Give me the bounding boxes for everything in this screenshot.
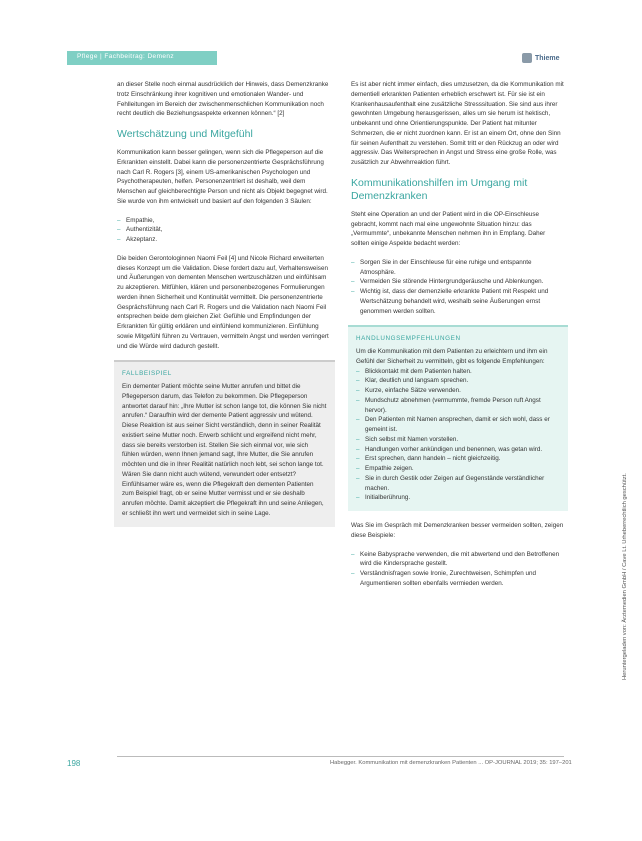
- list-item: – Empathie,: [117, 216, 332, 226]
- sidenote-text: Heruntergeladen von: Ärztemedien GmbH / Cave Lt. Urheberrechtlich geschützt.: [622, 473, 628, 680]
- left-intro-paragraph: an dieser Stelle noch einmal ausdrücklich der Hinweis, dass Demenzkranke trotz Einschränkung ihrer kognitiven und emotionalen Wander- und Fehlleitungen im Bereich der zwischenmenschlichen Kommunikation noch recht deutlich die Beziehungsaspekte erkennen können.“ [2]: [117, 81, 329, 118]
- footer-reference: Habegger. Kommunikation mit demenzkranken Patienten ... OP-JOURNAL 2019; 35: 197–201: [330, 760, 572, 766]
- list-item: – Empathie zeigen.: [356, 464, 560, 474]
- right-column: [351, 80, 565, 598]
- case-example-box: [114, 360, 335, 526]
- case-example-title: FALLBEISPIEL: [122, 370, 172, 378]
- list-item: – Verständnisfragen sowie Ironie, Zurechtweisen, Schimpfen und Argumentieren sollten ebenfalls vermieden werden.: [351, 569, 565, 589]
- list-item: – Wichtig ist, dass der demenzielle erkrankte Patient mit Respekt und Wertschätzung behandelt wird, weshalb seine Äußerungen ernst genommen werden sollten.: [351, 287, 565, 316]
- recommendations-list: [356, 367, 560, 504]
- heading-wertschaetzung: Wertschätzung und Mitgefühl: [117, 128, 253, 140]
- rogers-paragraph: Kommunikation kann besser gelingen, wenn sich die Pflegeperson auf die Erkrankten einstellt. Dabei kann die personenzentrierte Gesprächsführung nach Carl R. Rogers [3], einem US-amerikanischen Psychologen und Psychotherapeuten, helfen. Personenzentriert ist deshalb, weil dem Menschen auf gleichberechtigte Person und nicht als Objekt begegnet wird. Sie wurde von ihm entwickelt und basiert auf den folgenden 3 Säulen:: [117, 149, 328, 205]
- list-item: – Den Patienten mit Namen ansprechen, damit er sich wohl, dass er gemeint ist.: [356, 415, 560, 435]
- recommendations-title: HANDLUNGSEMPFEHLUNGEN: [356, 335, 461, 343]
- thieme-logo-icon: [522, 53, 532, 63]
- list-item: – Erst sprechen, dann handeln – nicht gleichzeitig.: [356, 454, 560, 464]
- list-item: – Klar, deutlich und langsam sprechen.: [356, 376, 560, 386]
- footer-divider: [117, 756, 564, 757]
- publisher-logo: [522, 52, 560, 64]
- logo-text: Thieme: [535, 54, 560, 62]
- list-item: – Authentizität,: [117, 225, 332, 235]
- avoid-paragraph: Was Sie im Gespräch mit Demenzkranken besser vermeiden sollten, zeigen diese Beispiele:: [351, 522, 564, 539]
- recommendations-box: [348, 325, 568, 511]
- list-item: – Vermeiden Sie störende Hintergrundgeräusche und Ablenkungen.: [351, 277, 565, 287]
- list-item: – Sie in durch Gestik oder Zeigen auf Gegenstände verständlicher machen.: [356, 474, 560, 494]
- page-number: 198: [67, 759, 81, 768]
- list-item: – Keine Babysprache verwenden, die mit abwertend und den Betroffenen wird die Kindersprache gestellt.: [351, 550, 565, 570]
- list-item: – Blickkontakt mit dem Patienten halten.: [356, 367, 560, 377]
- heading-kommunikationshilfen: Kommunikationshilfen im Umgang mit Demenzkranken: [351, 176, 528, 202]
- recommendations-intro: Um die Kommunikation mit dem Patienten zu erleichtern und ihm ein Gefühl der Sicherheit zu vermitteln, gibt es folgende Empfehlungen:: [356, 348, 548, 365]
- download-sidenote: [622, 290, 632, 680]
- aspects-list: [351, 258, 565, 317]
- list-item: – Handlungen vorher ankündigen und benennen, was getan wird.: [356, 445, 560, 455]
- list-item: – Mundschutz abnehmen (vermummte, fremde Person ruft Angst hervor).: [356, 396, 560, 416]
- list-item: – Sorgen Sie in der Einschleuse für eine ruhige und entspannte Atmosphäre.: [351, 258, 565, 278]
- section-header-bar: [67, 51, 217, 65]
- list-item: – Kurze, einfache Sätze verwenden.: [356, 386, 560, 396]
- op-paragraph: Steht eine Operation an und der Patient wird in die OP-Einschleuse gebracht, kommt nach mal eine ungewohnte Situation hinzu: das „Vermummte“, unbekannte Menschen nehmen ihn in Empfang. Daher sollten einige Aspekte bedacht werden:: [351, 210, 546, 247]
- avoid-list: [351, 550, 565, 589]
- case-example-text: Ein dementer Patient möchte seine Mutter anrufen und bittet die Pflegeperson darum, das Telefon zu bekommen. Die Pflegeperson antwortet darauf hin: „Ihre Mutter ist schon lange tot, die können Sie nicht anrufen.“ Daraufhin wird der demente Patient aggressiv und wütend. Diese Reaktion ist aus seiner Sicht verständlich, denn in seiner Realität existiert seine Mutter noch. Erwerb schlicht und ergreifend nicht mehr, dass sie bereits verstorben ist. Stellen Sie sich einmal vor, wie sich fühlen würden, wenn Ihnen jemand sagt, Ihre Mutter, die Sie anrufen möchten und die in Ihrer Realität natürlich noch lebt, sei schon lange tot. Wären Sie dann nicht auch wütend, verwundert oder entsetzt? Einfühlsamer wäre es, wenn die Pflegekraft den dementen Patienten zum Beispiel fragt, ob er seine Mutter vermisst und er sie deshalb anrufen möchte. Damit akzeptiert die Pflegekraft ihn und seine Anliegen, er schließt ihn wert und vermeidet sich in seine Lage.: [122, 383, 327, 517]
- right-intro-paragraph: Es ist aber nicht immer einfach, dies umzusetzen, da die Kommunikation mit dementiell erkrankten Patienten erheblich erschwert ist. Für sie ist ein Krankenhausaufenthalt eine zusätzliche Stresssituation. Sie sind aus ihrer gewohnten Umgebung herausgerissen, alles um sie herum ist hektisch, unbekannt und ohne Orientierungspunkte. Der Patient hat mitunter Schmerzen, die er nicht zuordnen kann. Er ist an einem Ort, ohne den Sinn für seinen Aufenthalt zu verstehen. Somit tritt er den Rückzug an oder wird aggressiv. Das Weitersprechen in Angst und Stress eine große Rolle, was zusätzlich zur Abwehrreaktion führt.: [351, 81, 564, 166]
- pillars-list: [117, 216, 332, 245]
- section-label: Pflege | Fachbeitrag: Demenz: [77, 53, 175, 60]
- list-item: – Sich selbst mit Namen vorstellen.: [356, 435, 560, 445]
- list-item: – Akzeptanz.: [117, 235, 332, 245]
- list-item: – Initialberührung.: [356, 493, 560, 503]
- validation-paragraph: Die beiden Gerontologinnen Naomi Feil [4] und Nicole Richard erweiterten dieses Konzept um die Validation. Diese fordert dazu auf, Verhaltensweisen und Äußerungen von dementen Menschen wertzuschätzen und einfühlsam zu akzeptieren. Mitfühlen, klären und personenbezogenes Formulierungen werden ihnen Sicherheit und Kontinuität vermittelt. Die personenzentrierte Gesprächsführung nach Carl R. Rogers und die Validation nach Naomi Feil entsprechen beide dem gleichen Ziel: Gefühle und Empfindungen der Erkrankten für gültig erklären und einfühlend kommunizieren. Einfühlung sowie Mitgefühl führen zu Vertrauen, vermitteln Angst und werden verringert und die Würde wird dadurch gestellt.: [117, 254, 329, 350]
- left-column: [117, 80, 332, 537]
